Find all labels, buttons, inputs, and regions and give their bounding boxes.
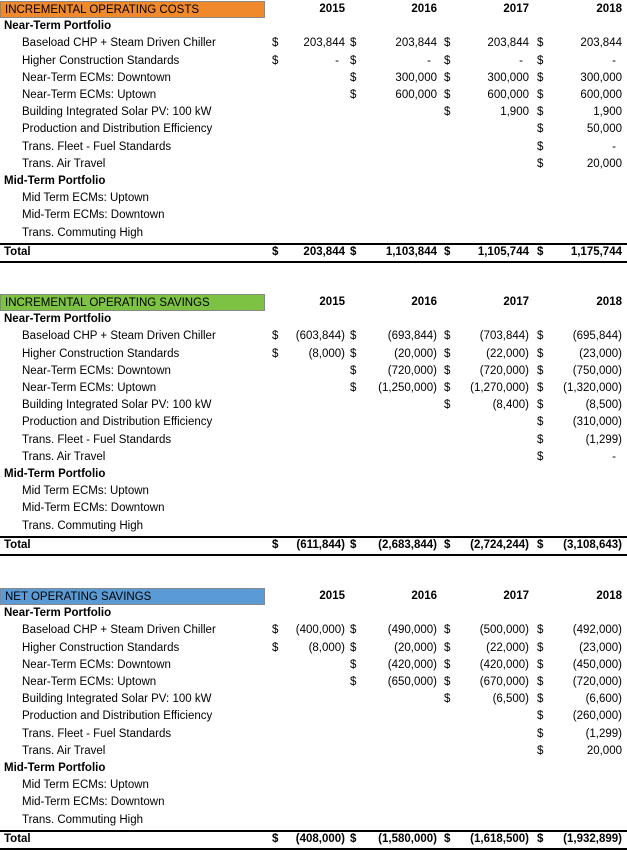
- total-label: Total: [4, 832, 31, 845]
- value-cell: 1,900: [500, 106, 529, 119]
- currency-symbol: $: [537, 123, 544, 136]
- currency-symbol: $: [444, 658, 451, 671]
- line-item-label: Trans. Fleet - Fuel Standards: [22, 433, 172, 446]
- year-header: 2018: [596, 590, 622, 602]
- section-title: NET OPERATING SAVINGS: [0, 588, 265, 605]
- currency-symbol: $: [444, 399, 451, 412]
- total-value: 203,844: [303, 245, 345, 258]
- currency-symbol: $: [444, 382, 451, 394]
- currency-symbol: $: [444, 245, 451, 258]
- line-item-row: [0, 414, 627, 431]
- value-cell: 600,000: [487, 89, 529, 101]
- line-item-row: [0, 640, 627, 657]
- line-item-row: [0, 87, 627, 104]
- value-cell: (720,000): [387, 364, 437, 377]
- line-item-row: [0, 70, 627, 87]
- year-header: 2017: [503, 590, 529, 602]
- currency-symbol: $: [444, 641, 451, 654]
- line-item-label: Trans. Air Travel: [22, 744, 106, 757]
- line-item-label: Trans. Commuting High: [22, 813, 144, 826]
- line-item-label: Trans. Fleet - Fuel Standards: [22, 727, 172, 740]
- value-cell: (8,000): [308, 641, 345, 654]
- currency-symbol: $: [350, 71, 357, 84]
- currency-symbol: $: [537, 364, 544, 377]
- line-item-row: [0, 518, 627, 535]
- currency-symbol: $: [350, 676, 357, 688]
- line-item-label: Mid Term ECMs: Uptown: [22, 485, 149, 498]
- total-value: 1,103,844: [385, 245, 437, 258]
- currency-symbol: $: [272, 538, 279, 551]
- portfolio-heading: [0, 311, 627, 328]
- section-header: [0, 1, 627, 18]
- line-item-row: [0, 346, 627, 363]
- line-item-label: Near-Term ECMs: Downtown: [22, 658, 171, 671]
- currency-symbol: $: [350, 538, 357, 551]
- value-cell: (450,000): [572, 658, 622, 671]
- year-header: 2015: [319, 296, 345, 308]
- currency-symbol: $: [444, 693, 451, 706]
- currency-symbol: $: [537, 624, 544, 637]
- total-value: (408,000): [295, 832, 345, 845]
- line-item-label: Near-Term ECMs: Downtown: [22, 71, 171, 84]
- line-item-label: Trans. Fleet - Fuel Standards: [22, 140, 172, 153]
- line-item-row: [0, 207, 627, 224]
- currency-symbol: $: [537, 727, 544, 740]
- portfolio-heading: [0, 18, 627, 35]
- value-cell: (703,844): [479, 330, 529, 343]
- line-item-row: [0, 328, 627, 345]
- currency-symbol: $: [537, 658, 544, 671]
- currency-symbol: $: [444, 624, 451, 637]
- line-item-row: [0, 190, 627, 207]
- currency-symbol: $: [537, 71, 544, 84]
- currency-symbol: $: [350, 37, 357, 50]
- line-item-label: Higher Construction Standards: [22, 641, 180, 654]
- value-cell: 203,844: [303, 37, 345, 50]
- total-label: Total: [4, 245, 31, 258]
- line-item-row: [0, 449, 627, 466]
- currency-symbol: $: [537, 450, 544, 463]
- currency-symbol: $: [444, 330, 451, 343]
- currency-symbol: $: [444, 71, 451, 84]
- currency-symbol: $: [537, 106, 544, 119]
- value-cell: (650,000): [387, 676, 437, 688]
- currency-symbol: $: [537, 676, 544, 688]
- portfolio-heading: [0, 466, 627, 483]
- value-cell: -: [427, 54, 431, 67]
- line-item-row: [0, 812, 627, 829]
- currency-symbol: $: [537, 140, 544, 153]
- line-item-label: Higher Construction Standards: [22, 347, 180, 360]
- portfolio-heading: [0, 173, 627, 190]
- line-item-row: [0, 708, 627, 725]
- value-cell: 600,000: [395, 89, 437, 101]
- value-cell: (22,000): [486, 347, 529, 360]
- line-item-row: [0, 380, 627, 397]
- value-cell: (420,000): [479, 658, 529, 671]
- line-item-row: [0, 397, 627, 414]
- value-cell: 300,000: [487, 71, 529, 84]
- currency-symbol: $: [350, 89, 357, 101]
- portfolio-label: Mid-Term Portfolio: [4, 468, 106, 480]
- portfolio-label: Mid-Term Portfolio: [4, 762, 106, 774]
- portfolio-heading: [0, 605, 627, 622]
- currency-symbol: $: [272, 37, 279, 50]
- portfolio-label: Near-Term Portfolio: [4, 20, 112, 33]
- currency-symbol: $: [537, 832, 544, 845]
- line-item-row: [0, 674, 627, 691]
- total-value: (1,932,899): [563, 832, 622, 845]
- line-item-label: Mid-Term ECMs: Downtown: [22, 796, 165, 809]
- line-item-row: [0, 657, 627, 674]
- value-cell: (6,600): [585, 693, 622, 706]
- line-item-row: [0, 432, 627, 449]
- value-cell: (20,000): [394, 347, 437, 360]
- currency-symbol: $: [444, 364, 451, 377]
- year-header: 2017: [503, 3, 529, 15]
- value-cell: (490,000): [387, 624, 437, 637]
- currency-symbol: $: [350, 330, 357, 343]
- currency-symbol: $: [444, 37, 451, 50]
- total-value: (3,108,643): [563, 538, 622, 551]
- line-item-row: [0, 363, 627, 380]
- currency-symbol: $: [537, 89, 544, 101]
- line-item-label: Mid-Term ECMs: Downtown: [22, 502, 165, 515]
- currency-symbol: $: [537, 693, 544, 706]
- currency-symbol: $: [537, 641, 544, 654]
- total-row: [0, 244, 627, 261]
- line-item-row: [0, 53, 627, 70]
- currency-symbol: $: [444, 89, 451, 101]
- portfolio-label: Mid-Term Portfolio: [4, 175, 106, 187]
- currency-symbol: $: [272, 624, 279, 637]
- total-value: (1,580,000): [378, 832, 437, 845]
- section-header: [0, 294, 627, 311]
- total-bottom-border: [0, 848, 627, 850]
- currency-symbol: $: [444, 106, 451, 119]
- value-cell: -: [612, 54, 616, 67]
- value-cell: (720,000): [572, 676, 622, 688]
- currency-symbol: $: [272, 330, 279, 343]
- value-cell: (492,000): [572, 624, 622, 637]
- line-item-label: Mid Term ECMs: Uptown: [22, 779, 149, 792]
- line-item-label: Baseload CHP + Steam Driven Chiller: [22, 624, 216, 637]
- value-cell: -: [335, 54, 339, 67]
- currency-symbol: $: [537, 245, 544, 258]
- portfolio-heading: [0, 760, 627, 777]
- currency-symbol: $: [537, 744, 544, 757]
- line-item-row: [0, 121, 627, 138]
- total-value: 1,105,744: [477, 245, 529, 258]
- value-cell: (1,299): [585, 727, 622, 740]
- currency-symbol: $: [444, 832, 451, 845]
- currency-symbol: $: [444, 347, 451, 360]
- line-item-label: Baseload CHP + Steam Driven Chiller: [22, 37, 216, 50]
- line-item-row: [0, 156, 627, 173]
- currency-symbol: $: [350, 347, 357, 360]
- currency-symbol: $: [537, 157, 544, 170]
- year-header: 2017: [503, 296, 529, 308]
- line-item-label: Mid Term ECMs: Uptown: [22, 192, 149, 205]
- line-item-label: Trans. Commuting High: [22, 519, 144, 532]
- value-cell: -: [519, 54, 523, 67]
- line-item-row: [0, 743, 627, 760]
- currency-symbol: $: [350, 832, 357, 845]
- value-cell: (750,000): [572, 364, 622, 377]
- value-cell: 1,900: [593, 106, 622, 119]
- portfolio-label: Near-Term Portfolio: [4, 607, 112, 620]
- value-cell: 600,000: [580, 89, 622, 101]
- year-header: 2018: [596, 3, 622, 15]
- line-item-row: [0, 622, 627, 639]
- total-value: (611,844): [296, 538, 345, 551]
- currency-symbol: $: [272, 54, 279, 67]
- value-cell: 203,844: [487, 37, 529, 50]
- line-item-label: Near-Term ECMs: Uptown: [22, 676, 157, 688]
- value-cell: (693,844): [387, 330, 437, 343]
- line-item-label: Trans. Air Travel: [22, 157, 106, 170]
- currency-symbol: $: [537, 382, 544, 394]
- value-cell: 300,000: [395, 71, 437, 84]
- value-cell: (400,000): [295, 624, 345, 637]
- line-item-label: Building Integrated Solar PV: 100 kW: [22, 399, 212, 412]
- currency-symbol: $: [272, 245, 279, 258]
- total-label: Total: [4, 538, 31, 551]
- line-item-label: Higher Construction Standards: [22, 54, 180, 67]
- value-cell: (8,000): [308, 347, 345, 360]
- currency-symbol: $: [272, 347, 279, 360]
- total-row: [0, 537, 627, 554]
- line-item-row: [0, 500, 627, 517]
- currency-symbol: $: [272, 641, 279, 654]
- value-cell: 300,000: [580, 71, 622, 84]
- year-header: 2016: [411, 590, 437, 602]
- value-cell: 203,844: [395, 37, 437, 50]
- total-bottom-border: [0, 261, 627, 263]
- currency-symbol: $: [272, 832, 279, 845]
- total-value: (2,724,244): [470, 538, 529, 551]
- line-item-row: [0, 139, 627, 156]
- line-item-row: [0, 35, 627, 52]
- value-cell: (1,270,000): [470, 382, 529, 394]
- currency-symbol: $: [537, 710, 544, 723]
- value-cell: 50,000: [586, 123, 622, 136]
- total-value: (1,618,500): [470, 832, 529, 845]
- currency-symbol: $: [537, 399, 544, 412]
- value-cell: (8,400): [492, 399, 529, 412]
- section-title: INCREMENTAL OPERATING SAVINGS: [0, 294, 265, 311]
- value-cell: 203,844: [580, 37, 622, 50]
- currency-symbol: $: [350, 624, 357, 637]
- currency-symbol: $: [350, 245, 357, 258]
- year-header: 2016: [411, 3, 437, 15]
- value-cell: (8,500): [585, 399, 622, 412]
- line-item-label: Building Integrated Solar PV: 100 kW: [22, 106, 212, 119]
- currency-symbol: $: [444, 676, 451, 688]
- total-bottom-border: [0, 554, 627, 556]
- value-cell: (500,000): [479, 624, 529, 637]
- value-cell: -: [612, 450, 616, 463]
- value-cell: 20,000: [586, 744, 622, 757]
- line-item-label: Mid-Term ECMs: Downtown: [22, 209, 165, 222]
- currency-symbol: $: [444, 538, 451, 551]
- total-value: 1,175,744: [570, 245, 622, 258]
- value-cell: (23,000): [579, 641, 622, 654]
- currency-symbol: $: [537, 330, 544, 343]
- section-title: INCREMENTAL OPERATING COSTS: [0, 1, 265, 18]
- portfolio-label: Near-Term Portfolio: [4, 313, 112, 326]
- line-item-label: Trans. Commuting High: [22, 226, 144, 239]
- value-cell: (1,320,000): [563, 382, 622, 394]
- year-header: 2018: [596, 296, 622, 308]
- value-cell: (310,000): [572, 416, 622, 429]
- currency-symbol: $: [350, 641, 357, 654]
- value-cell: (6,500): [492, 693, 529, 706]
- currency-symbol: $: [537, 347, 544, 360]
- line-item-label: Baseload CHP + Steam Driven Chiller: [22, 330, 216, 343]
- line-item-row: [0, 225, 627, 242]
- line-item-row: [0, 691, 627, 708]
- value-cell: (22,000): [486, 641, 529, 654]
- currency-symbol: $: [537, 538, 544, 551]
- value-cell: (260,000): [572, 710, 622, 723]
- value-cell: (720,000): [479, 364, 529, 377]
- line-item-row: [0, 777, 627, 794]
- currency-symbol: $: [537, 416, 544, 429]
- value-cell: (670,000): [479, 676, 529, 688]
- currency-symbol: $: [350, 364, 357, 377]
- currency-symbol: $: [350, 382, 357, 394]
- currency-symbol: $: [537, 433, 544, 446]
- currency-symbol: $: [537, 54, 544, 67]
- value-cell: -: [612, 140, 616, 153]
- line-item-label: Production and Distribution Efficiency: [22, 416, 213, 429]
- value-cell: (695,844): [572, 330, 622, 343]
- line-item-label: Trans. Air Travel: [22, 450, 106, 463]
- value-cell: (1,299): [585, 433, 622, 446]
- currency-symbol: $: [537, 37, 544, 50]
- value-cell: (1,250,000): [378, 382, 437, 394]
- value-cell: 20,000: [586, 157, 622, 170]
- value-cell: (20,000): [394, 641, 437, 654]
- total-row: [0, 831, 627, 848]
- line-item-label: Near-Term ECMs: Downtown: [22, 364, 171, 377]
- line-item-label: Near-Term ECMs: Uptown: [22, 382, 157, 394]
- line-item-label: Near-Term ECMs: Uptown: [22, 89, 157, 101]
- currency-symbol: $: [350, 54, 357, 67]
- year-header: 2015: [319, 590, 345, 602]
- line-item-label: Production and Distribution Efficiency: [22, 123, 213, 136]
- line-item-label: Building Integrated Solar PV: 100 kW: [22, 693, 212, 706]
- line-item-row: [0, 104, 627, 121]
- value-cell: (603,844): [295, 330, 345, 343]
- section-header: [0, 588, 627, 605]
- year-header: 2015: [319, 3, 345, 15]
- line-item-label: Production and Distribution Efficiency: [22, 710, 213, 723]
- value-cell: (23,000): [579, 347, 622, 360]
- currency-symbol: $: [444, 54, 451, 67]
- total-value: (2,683,844): [378, 538, 437, 551]
- year-header: 2016: [411, 296, 437, 308]
- line-item-row: [0, 483, 627, 500]
- value-cell: (420,000): [387, 658, 437, 671]
- line-item-row: [0, 726, 627, 743]
- currency-symbol: $: [350, 658, 357, 671]
- line-item-row: [0, 794, 627, 811]
